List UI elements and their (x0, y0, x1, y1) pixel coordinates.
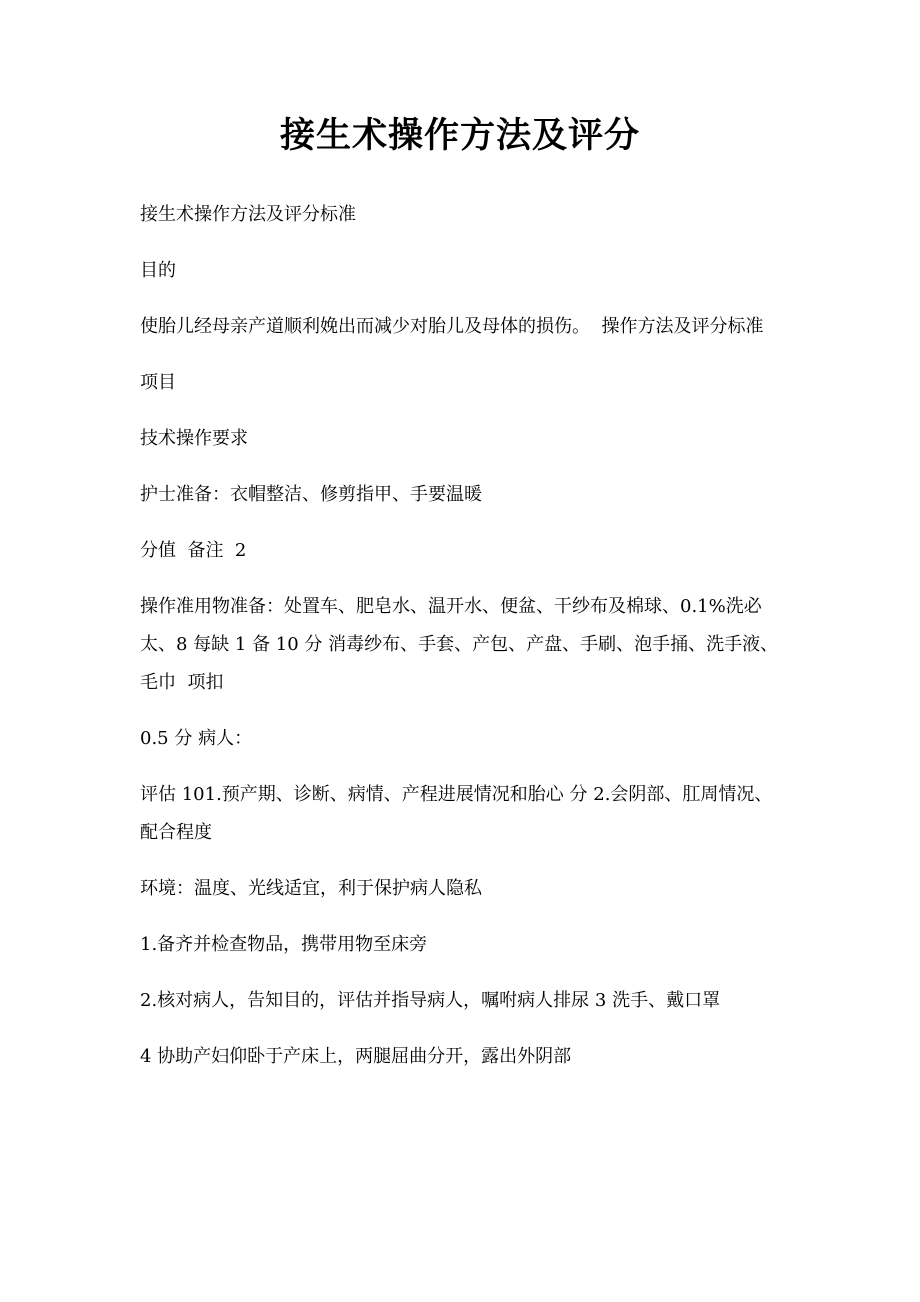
paragraph-supplies-preparation: 操作准用物准备：处置车、肥皂水、温开水、便盆、干纱布及棉球、0.1%洗必太、8 每缺 1 备 10 分 消毒纱布、手套、产包、产盘、手刷、泡手捅、洗手液、毛巾 项扣 (140, 596, 779, 693)
paragraph-item: 项目 (140, 372, 176, 393)
paragraph-step-4: 4 协助产妇仰卧于产床上，两腿屈曲分开，露出外阴部 (140, 1046, 572, 1067)
paragraph-technical-requirements: 技术操作要求 (140, 428, 248, 449)
document-title: 接生术操作方法及评分 (279, 115, 640, 156)
document-body (140, 196, 785, 1094)
paragraph-purpose-heading: 目的 (140, 260, 176, 281)
paragraph-subtitle: 接生术操作方法及评分标准 (140, 204, 356, 225)
paragraph-step-1: 1.备齐并检查物品，携带用物至床旁 (140, 934, 428, 955)
paragraph-purpose-text: 使胎儿经母亲产道顺利娩出而减少对胎儿及母体的损伤。 操作方法及评分标准 (140, 316, 764, 337)
paragraph-nurse-preparation: 护士准备：衣帽整洁、修剪指甲、手要温暖 (140, 484, 482, 505)
paragraph-assessment: 评估 101.预产期、诊断、病情、产程进展情况和胎心 分 2.会阴部、肛周情况、配合程度 (140, 784, 773, 843)
paragraph-patient: 0.5 分 病人： (140, 728, 253, 749)
paragraph-score-note: 分值 备注 2 (140, 540, 247, 561)
paragraph-step-2: 2.核对病人，告知目的，评估并指导病人，嘱咐病人排尿 3 洗手、戴口罩 (140, 990, 721, 1011)
paragraph-environment: 环境：温度、光线适宜，利于保护病人隐私 (140, 878, 482, 899)
